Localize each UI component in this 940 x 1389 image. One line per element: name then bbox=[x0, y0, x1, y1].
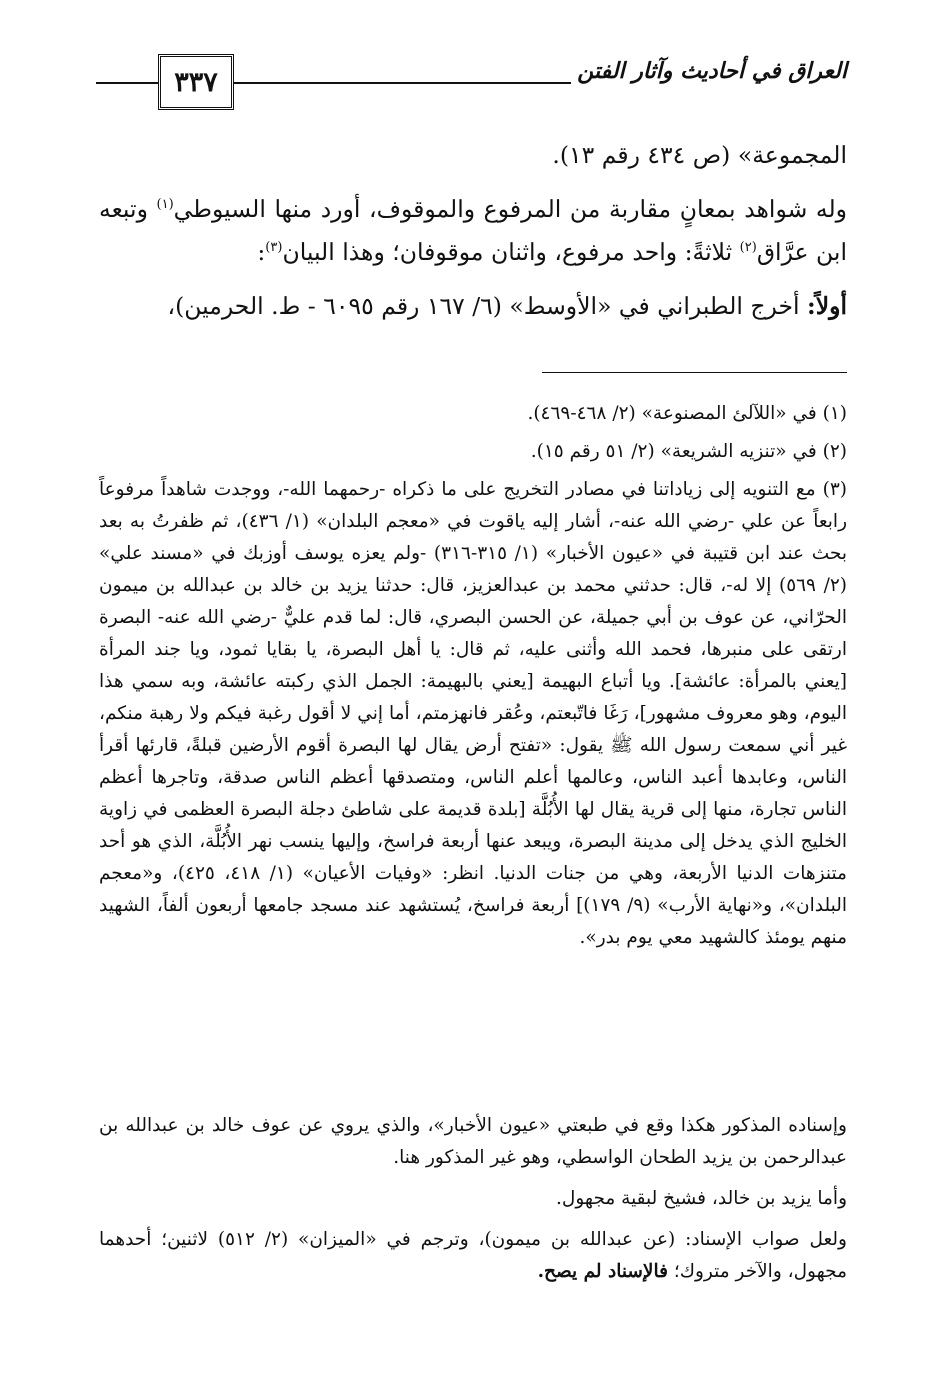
footnote-separator bbox=[542, 372, 847, 373]
main-paragraph-3 bbox=[99, 285, 847, 328]
footnote-ref-3[interactable]: (٣) bbox=[265, 240, 283, 256]
main-paragraph-2 bbox=[99, 188, 847, 274]
main-p3-lead: أولاً: bbox=[807, 292, 847, 320]
main-paragraph-1 bbox=[99, 134, 847, 177]
page-number: ٣٣٧ bbox=[174, 66, 218, 98]
main-p2-part-b: وتبعه ابن عرَّاق bbox=[99, 195, 847, 266]
footnote-2: (٢) في «تنزيه الشريعة» (٢/ ٥١ رقم ١٥). bbox=[530, 441, 847, 462]
continuation-p3-text: ولعل صواب الإسناد: (عن عبدالله بن ميمون)، وترجم في «الميزان» (٢/ ٥١٢) لاثنين؛ أحدهما مجهول، والآخر متروك؛ bbox=[99, 1229, 847, 1282]
page-header bbox=[96, 48, 847, 120]
continuation-text bbox=[99, 1110, 847, 1288]
page-number-box bbox=[158, 54, 234, 110]
running-title: العراق في أحاديث وآثار الفتن bbox=[571, 56, 847, 86]
main-p1-text: المجموعة» (ص ٤٣٤ رقم ١٣). bbox=[552, 141, 847, 169]
main-text bbox=[99, 134, 847, 328]
footnotes bbox=[99, 398, 847, 954]
main-p3-text: أخرج الطبراني في «الأوسط» (٦/ ١٦٧ رقم ٦٠٩٥ - ط. الحرمين)، bbox=[167, 292, 808, 320]
main-p2-part-d: : bbox=[257, 238, 266, 266]
continuation-paragraph-1: وإسناده المذكور هكذا وقع في طبعتي «عيون الأخبار»، والذي يروي عن عوف خالد بن عبدالله بن عبدالرحمن بن يزيد الطحان الواسطي، وهو غير المذكور هنا. bbox=[99, 1115, 847, 1168]
footnote-1: (١) في «اللآلئ المصنوعة» (٢/ ٤٦٨-٤٦٩). bbox=[527, 403, 847, 424]
continuation-p3-verdict: فالإسناد لم يصح. bbox=[537, 1261, 668, 1282]
continuation-paragraph-3 bbox=[99, 1224, 847, 1288]
footnote-3: (٣) مع التنويه إلى زياداتنا في مصادر التخريج على ما ذكراه -رحمهما الله-، ووجدت شاهداً مرفوعاً رابعاً عن علي -رضي الله عنه-، أشار إليه ياقوت في «معجم البلدان» (١/ ٤٣٦)، ثم ظفرتُ به بعد بحث عند ابن قتيبة في «عيون الأخبار» (١/ ٣١٥-٣١٦) -ولم يعزه يوسف أوزبك في «مسند علي» (٢/ ٥٦٩) إلا له-، قال: حدثني محمد بن عبدالعزيز، قال: حدثنا يزيد بن خالد بن عبدالله بن ميمون الحرّاني، عن عوف بن أبي جميلة، عن الحسن البصري، قال: لما قدم عليٌّ -رضي الله عنه- البصرة ارتقى على منبرها، فحمد الله وأثنى عليه، ثم قال: يا أهل البصرة، يا بقايا ثمود، ويا جند المرأة [يعني بالمرأة: عائشة]. ويا أتباع البهيمة [يعني بالبهيمة: الجمل الذي ركبته عائشة، وبه سمي هذا اليوم، وهو معروف مشهور]، رَغَا فاتّبعتم، وعُقر فانهزمتم، أما إني لا أقول رغبة فيكم ولا رهبة منكم، غير أني سمعت رسول الله ﷺ يقول: «تفتح أرض يقال لها البصرة أقوم الأرضين قبلةً، قارئها أقرأ الناس، وعابدها أعبد الناس، وعالمها أعلم الناس، ومتصدقها أعظم الناس صدقة، وتاجرها أعظم الناس تجارة، منها إلى قرية يقال لها الأُبُلَّة [بلدة قديمة على شاطئ دجلة البصرة العظمى في زاوية الخليج الذي يدخل إلى مدينة البصرة، ويبعد عنها أربعة فراسخ، وإليها ينسب نهر الأُبُلَّة، الذي هو أحد متنزهات الدنيا الأربعة، وهي من جنات الدنيا. انظر: «وفيات الأعيان» (١/ ٤١٨، ٤٢٥)، و«معجم البلدان»، و«نهاية الأرب» (٩/ ١٧٩)] أربعة فراسخ، يُستشهد عند مسجد جامعها أربعون ألفاً، الشهيد منهم يومئذ كالشهيد معي يوم بدر». bbox=[99, 479, 848, 948]
main-p2-part-c: ثلاثةً: واحد مرفوع، واثنان موقوفان؛ وهذا البيان bbox=[282, 238, 740, 266]
footnote-ref-2[interactable]: (٢) bbox=[739, 240, 757, 256]
footnote-ref-1[interactable]: (١) bbox=[156, 197, 174, 213]
continuation-paragraph-2: وأما يزيد بن خالد، فشيخ لبقية مجهول. bbox=[556, 1188, 847, 1209]
main-p2-part-a: وله شواهد بمعانٍ مقاربة من المرفوع والموقوف، أورد منها السيوطي bbox=[173, 195, 847, 223]
